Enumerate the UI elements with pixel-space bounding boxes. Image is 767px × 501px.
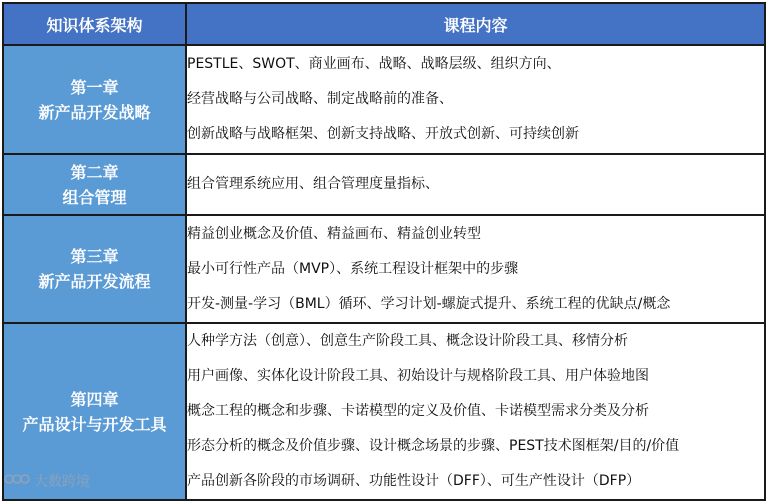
content-line: 产品创新各阶段的市场调研、功能性设计（DFF）、可生产性设计（DFP） xyxy=(187,473,641,489)
chapter-number: 第一章 xyxy=(70,77,119,97)
content-cell xyxy=(186,45,765,154)
content-line: 经营战略与公司战略、制定战略前的准备、 xyxy=(187,91,453,107)
table-row xyxy=(3,323,765,500)
table-row xyxy=(3,45,765,154)
table-row xyxy=(3,215,765,323)
watermark-text: 大数跨境 xyxy=(34,474,90,490)
header-content: 课程内容 xyxy=(186,3,765,45)
chapter-cell xyxy=(3,154,186,215)
chapter-title: 新产品开发流程 xyxy=(38,272,151,291)
curriculum-table xyxy=(2,2,766,501)
content-line: 开发-测量-学习（BML）循环、学习计划-螺旋式提升、系统工程的优缺点/概念 xyxy=(187,295,671,312)
content-line: 创新战略与战略框架、创新支持战略、开放式创新、可持续创新 xyxy=(187,126,579,142)
watermark xyxy=(4,470,90,492)
content-line: 形态分析的概念及价值步骤、设计概念场景的步骤、PEST技术图框架/目的/价值 xyxy=(187,438,680,454)
chapter-title: 组合管理 xyxy=(62,187,127,207)
content-cell xyxy=(186,215,765,323)
content-cell xyxy=(186,323,765,500)
chapter-cell xyxy=(3,45,186,154)
chapter-title: 新产品开发战略 xyxy=(38,102,151,122)
chapter-number: 第二章 xyxy=(70,162,119,182)
logo-mark-icon xyxy=(4,471,30,491)
chapter-title: 产品设计与开发工具 xyxy=(22,414,167,434)
content-line: 组合管理系统应用、组合管理度量指标、 xyxy=(187,176,439,192)
chapter-number: 第三章 xyxy=(70,247,119,266)
table-row xyxy=(3,154,765,215)
content-line: 精益创业概念及价值、精益画布、精益创业转型 xyxy=(187,225,481,242)
content-cell xyxy=(186,154,765,215)
content-line: 最小可行性产品（MVP）、系统工程设计框架中的步骤 xyxy=(187,260,519,277)
content-line: PESTLE、SWOT、商业画布、战略、战略层级、组织方向、 xyxy=(187,56,561,72)
content-line: 用户画像、实体化设计阶段工具、初始设计与规格阶段工具、用户体验地图 xyxy=(187,368,649,384)
chapter-cell xyxy=(3,215,186,323)
content-line: 概念工程的概念和步骤、卡诺模型的定义及价值、卡诺模型需求分类及分析 xyxy=(187,403,649,419)
content-line: 人种学方法（创意）、创意生产阶段工具、概念设计阶段工具、移情分析 xyxy=(187,333,628,349)
table-header-row xyxy=(3,3,765,45)
chapter-number: 第四章 xyxy=(70,389,119,409)
header-framework: 知识体系架构 xyxy=(3,3,186,45)
